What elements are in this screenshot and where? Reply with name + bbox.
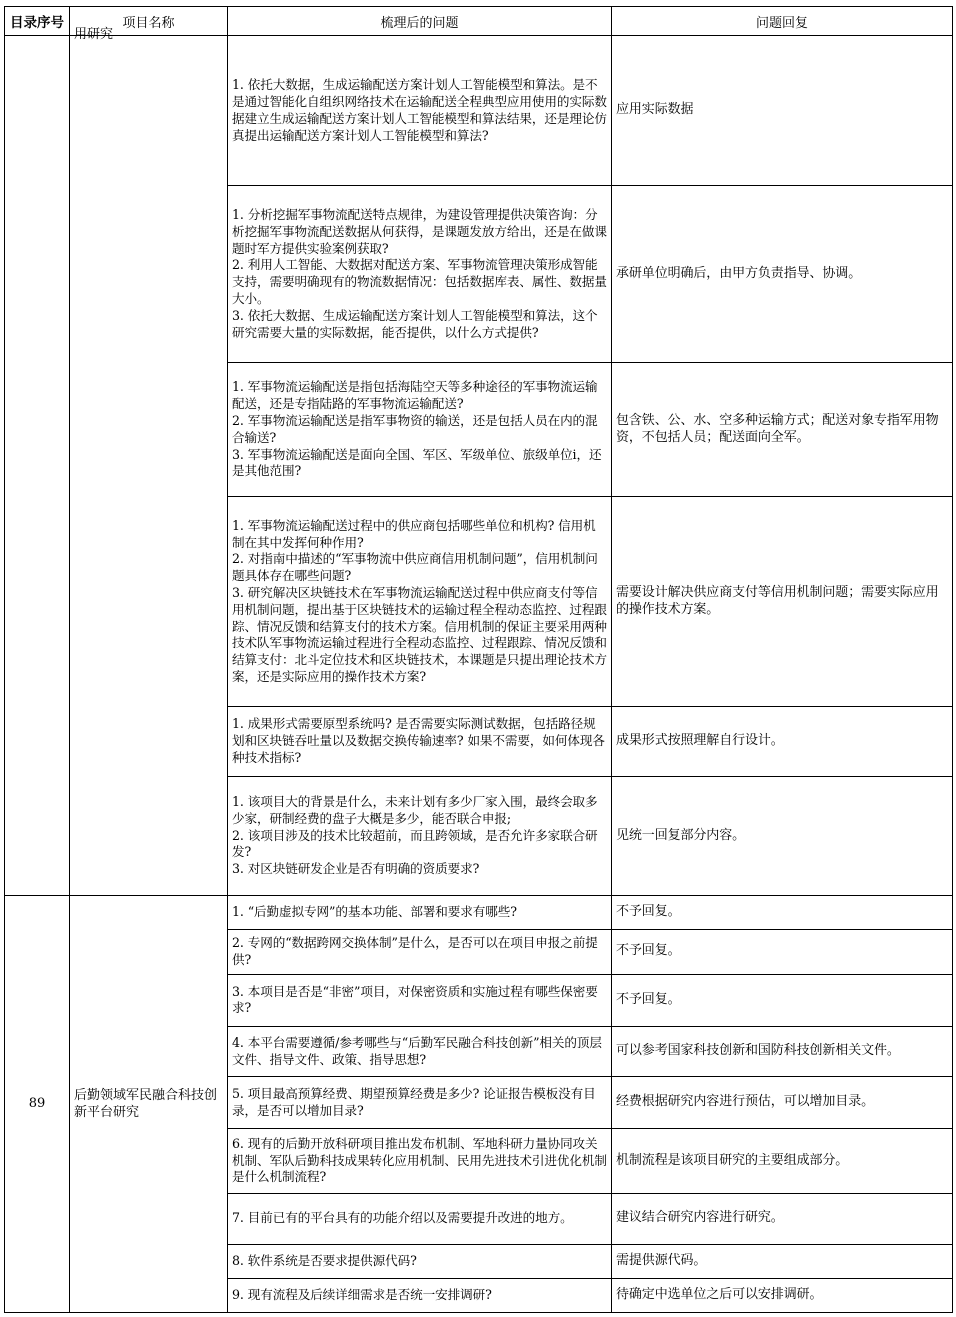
reply-cell — [612, 1129, 953, 1193]
header-reply: 问题回复 — [612, 7, 953, 36]
reply-text: 可以参考国家科技创新和国防科技创新相关文件。 — [616, 1043, 900, 1059]
question-text: 8. 软件系统是否要求提供源代码? — [232, 1252, 417, 1268]
question-line: 3. 依托大数据、生成运输配送方案计划人工智能模型和算法，这个研究需要大量的实际数据，能否提供，以什么方式提供? — [232, 307, 598, 340]
table-row — [5, 895, 953, 929]
reply-text: 经费根据研究内容进行预估，可以增加目录。 — [616, 1094, 875, 1110]
reply-text: 不予回复。 — [616, 943, 681, 959]
reply-text: 承研单位明确后，由甲方负责指导、协调。 — [616, 265, 862, 281]
question-text — [232, 207, 607, 341]
reply-text: 需提供源代码。 — [616, 1252, 707, 1268]
question-cell — [228, 186, 612, 363]
question-cell — [228, 1244, 612, 1278]
project-index-cell — [5, 895, 70, 1312]
question-text: 7. 目前已有的平台具有的功能介绍以及需要提升改进的地方。 — [232, 1210, 573, 1226]
reply-text: 不予回复。 — [616, 992, 681, 1008]
question-cell — [228, 497, 612, 707]
reply-cell — [612, 929, 953, 974]
question-line: 1. 该项目大的背景是什么，未来计划有多少厂家入围，最终会取多少家，研制经费的盘子大概是多少，能否联合申报; — [232, 793, 598, 826]
reply-text: 包含铁、公、水、空多种运输方式；配送对象专指军用物资，不包括人员；配送面向全军。 — [616, 412, 939, 445]
reply-text: 建议结合研究内容进行研究。 — [616, 1210, 784, 1226]
reply-text: 见统一回复部分内容。 — [616, 827, 746, 843]
question-cell — [228, 1278, 612, 1312]
question-line: 2. 利用人工智能、大数据对配送方案、军事物流管理决策形成智能支持，需要明确现有的物流数据情况：包括数据库表、属性、数据量大小。 — [232, 257, 607, 307]
question-text — [232, 794, 607, 878]
reply-cell — [612, 1077, 953, 1129]
question-line: 3. 对区块链研发企业是否有明确的资质要求? — [232, 861, 480, 877]
reply-cell — [612, 974, 953, 1026]
reply-text: 需要设计解决供应商支付等信用机制问题；需要实际应用的操作技术方案。 — [616, 584, 939, 617]
continued-index-cell — [5, 36, 70, 896]
question-line: 2. 军事物流运输配送是指军事物资的输送，还是包括人员在内的混合输送? — [232, 412, 598, 445]
question-cell — [228, 974, 612, 1026]
reply-cell — [612, 36, 953, 186]
header-project-name: 项目名称 — [70, 7, 228, 36]
question-text: 1. 成果形式需要原型系统吗? 是否需要实际测试数据，包括路径规划和区块链吞吐量以及数据交换传输速率? 如果不需要，如何体现各种技术指标? — [232, 716, 605, 766]
question-cell — [228, 36, 612, 186]
project-name: 后勤领域军民融合科技创新平台研究 — [74, 1087, 218, 1120]
question-text: 6. 现有的后勤开放科研项目推出发布机制、军地科研力量协同攻关机制、军队后勤科技成果转化应用机制、民用先进技术引进优化机制是什么机制流程? — [232, 1135, 607, 1185]
question-line: 2. 该项目涉及的技术比较超前，而且跨领域，是否允许多家联合研发? — [232, 827, 598, 860]
question-cell — [228, 1129, 612, 1193]
question-text — [232, 379, 607, 480]
question-text: 1. “后勤虚拟专网”的基本功能、部署和要求有哪些? — [232, 903, 517, 919]
reply-text: 机制流程是该项目研究的主要组成部分。 — [616, 1152, 849, 1168]
question-cell — [228, 895, 612, 929]
continued-name-cell — [70, 27, 228, 896]
reply-text: 待确定中选单位之后可以安排调研。 — [616, 1287, 823, 1302]
reply-text: 应用实际数据 — [616, 102, 694, 118]
question-line: 3. 研究解决区块链技术在军事物流运输配送过程中供应商支付等信用机制问题，提出基于区块链技术的运输过程全程动态监控、过程跟踪、情况反馈和结算支付的技术方案。信用机制的保证主要采用两种技术队军事物流运输过程进行全程动态监控、过程跟踪、情况反馈和结算支付：北斗定位技术和区块链技术，本课题是只提出理论技术方案，还是实际应用的操作技术方案? — [232, 584, 607, 684]
question-text: 5. 项目最高预算经费、期望预算经费是多少? 论证报告模板没有目录，是否可以增加目录? — [232, 1085, 596, 1118]
header-index: 目录序号 — [5, 7, 70, 36]
table-row — [5, 36, 953, 186]
question-line: 2. 对指南中描述的“军事物流中供应商信用机制问题”，信用机制问题具体存在哪些问题? — [232, 551, 598, 584]
question-text: 9. 现有流程及后续详细需求是否统一安排调研? — [232, 1287, 492, 1302]
question-cell — [228, 1027, 612, 1077]
question-cell — [228, 777, 612, 895]
header-row — [5, 7, 953, 36]
question-line: 1. 军事物流运输配送过程中的供应商包括哪些单位和机构? 信用机制在其中发挥何种作用? — [232, 517, 596, 550]
question-cell — [228, 363, 612, 497]
question-text: 3. 本项目是否是“非密”项目，对保密资质和实施过程有哪些保密要求? — [232, 983, 598, 1016]
project-name-cell — [70, 895, 228, 1312]
reply-cell — [612, 895, 953, 929]
reply-cell — [612, 497, 953, 707]
question-line: 1. 分析挖掘军事物流配送特点规律，为建设管理提供决策咨询：分析挖掘军事物流配送数据从何获得，是课题发放方给出，还是在做课题时军方提供实验案例获取? — [232, 207, 607, 256]
project-index: 89 — [28, 1096, 46, 1112]
reply-cell — [612, 1278, 953, 1312]
question-text: 4. 本平台需要遵循/参考哪些与“后勤军民融合科技创新”相关的顶层文件、指导文件、政策、指导思想? — [232, 1034, 602, 1067]
reply-text: 成果形式按照理解自行设计。 — [616, 733, 784, 749]
question-text — [232, 518, 607, 686]
reply-cell — [612, 186, 953, 363]
reply-cell — [612, 1027, 953, 1077]
header-question: 梳理后的问题 — [228, 7, 612, 36]
question-text: 1. 依托大数据，生成运输配送方案计划人工智能模型和算法。是不是通过智能化自组织网络技术在运输配送全程典型应用使用的实际数据建立生成运输配送方案计划人工智能模型和算法结果，还是理论仿真提出运输配送方案计划人工智能模型和算法? — [232, 77, 607, 143]
reply-cell — [612, 1244, 953, 1278]
question-cell — [228, 1193, 612, 1244]
qa-table — [4, 6, 953, 1313]
reply-cell — [612, 707, 953, 777]
reply-text: 不予回复。 — [616, 903, 681, 919]
reply-cell — [612, 777, 953, 895]
continued-name-text: 用研究 — [74, 27, 114, 42]
question-cell — [228, 707, 612, 777]
question-text: 2. 专网的“数据跨网交换体制”是什么，是否可以在项目申报之前提供? — [232, 935, 598, 967]
question-cell — [228, 1077, 612, 1129]
reply-cell — [612, 1193, 953, 1244]
reply-cell — [612, 363, 953, 497]
question-cell — [228, 929, 612, 974]
question-line: 3. 军事物流运输配送是面向全国、军区、军级单位、旅级单位i，还是其他范围? — [232, 446, 602, 479]
question-line: 1. 军事物流运输配送是指包括海陆空天等多种途径的军事物流运输配送，还是专指陆路的军事物流运输配送? — [232, 379, 598, 412]
